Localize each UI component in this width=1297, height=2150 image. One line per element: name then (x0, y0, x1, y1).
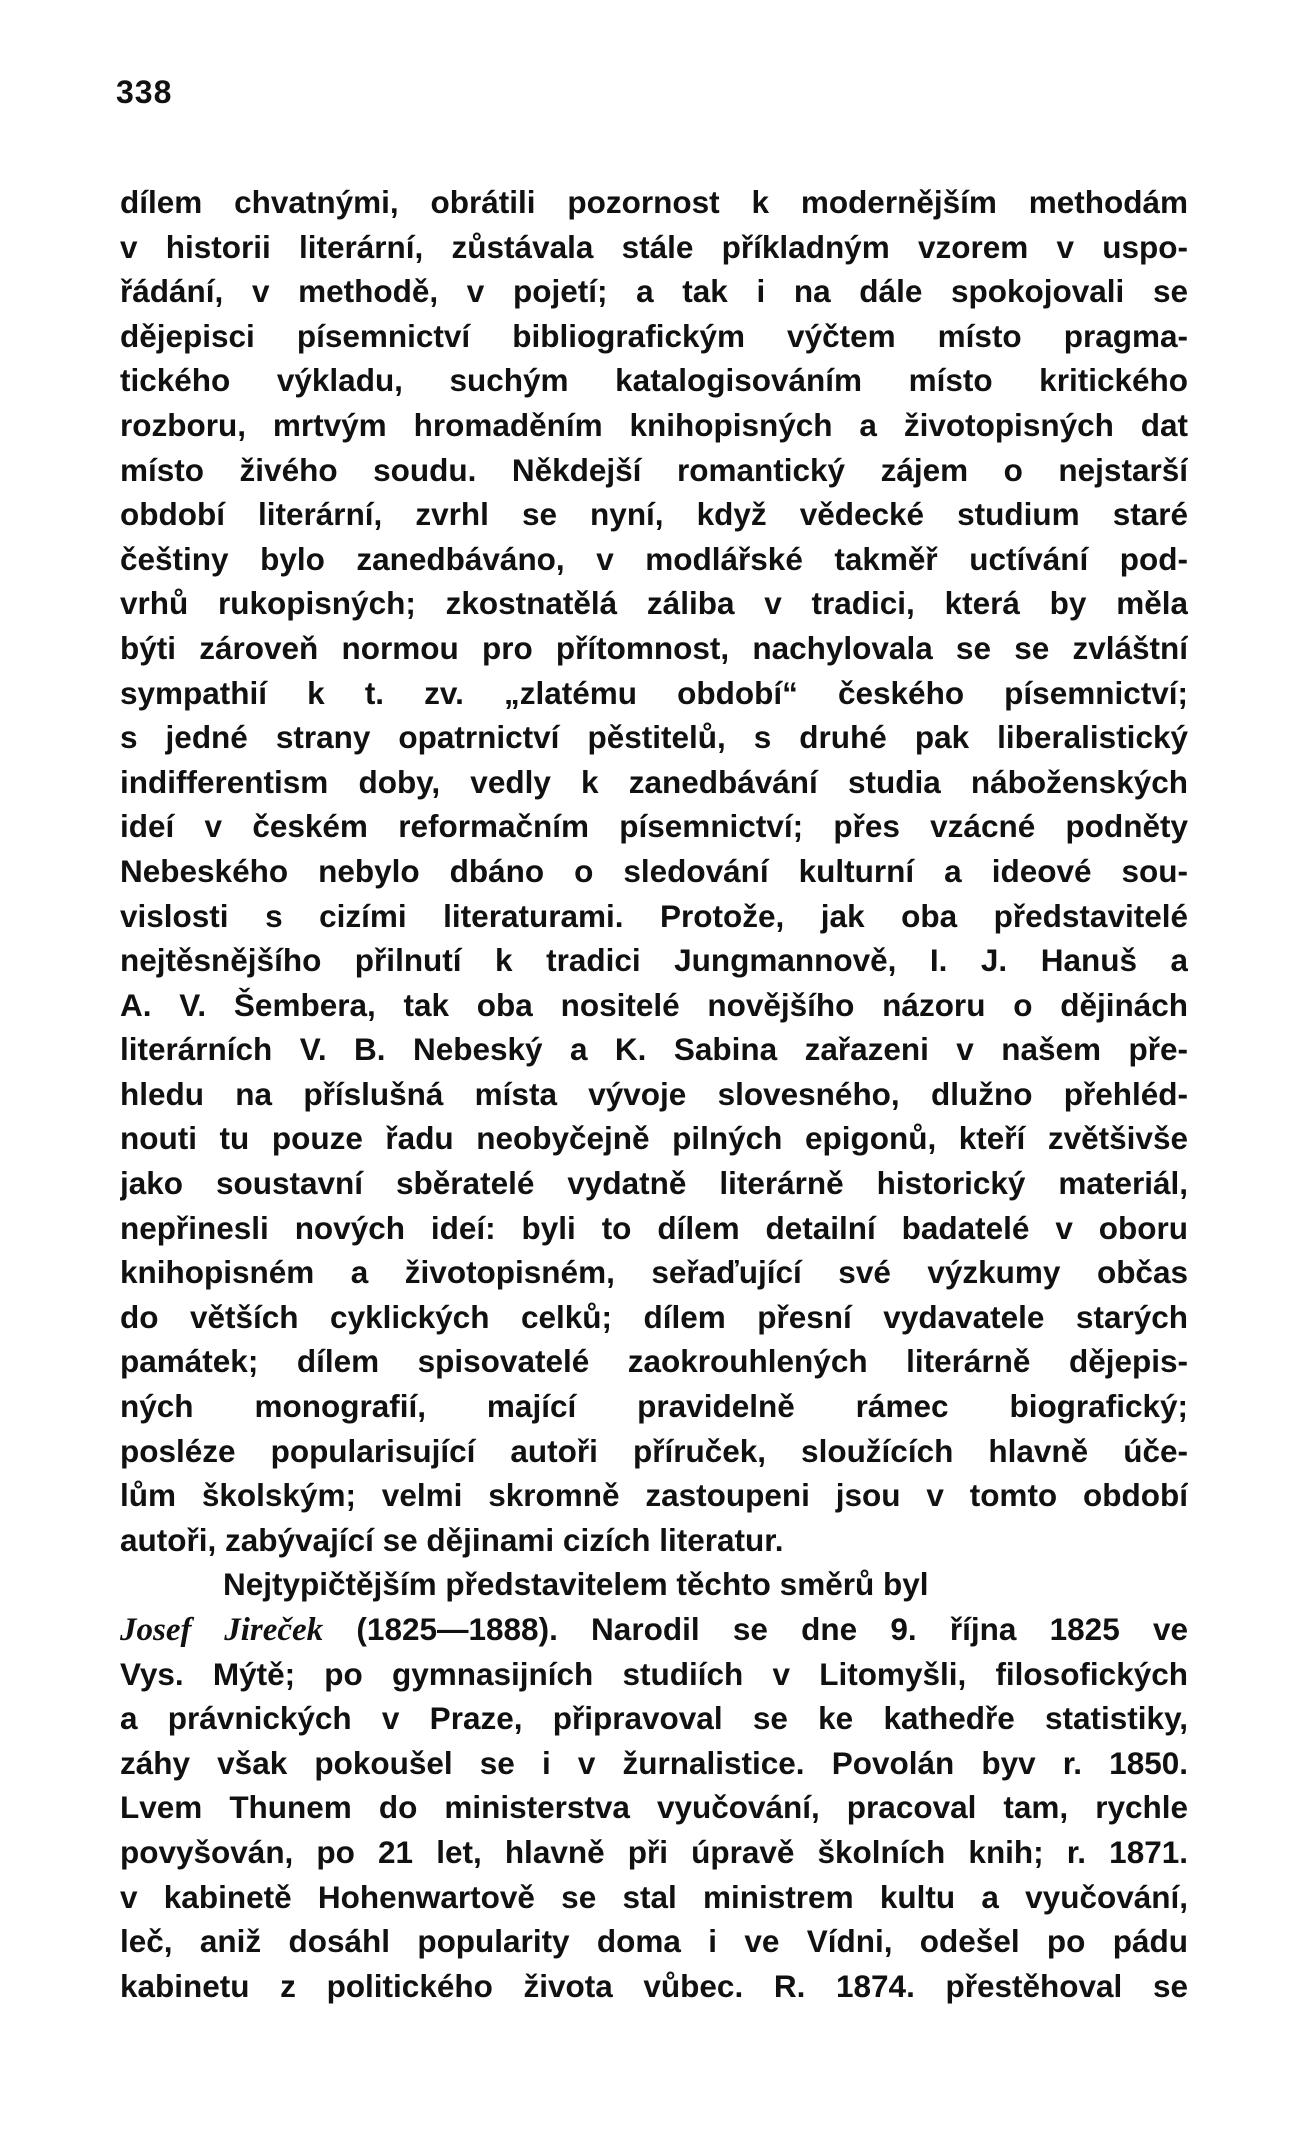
page-number: 338 (116, 74, 173, 110)
text-line: v historii literární, zůstávala stále příkladným vzorem v uspo- (120, 228, 1188, 265)
text-line: Vys. Mýtě; po gymnasijních studiích v Litomyšli, filosofických (120, 1655, 1188, 1692)
text-line: češtiny bylo zanedbáváno, v modlářské takměř uctívání pod- (120, 540, 1188, 577)
text-line: sympathií k t. zv. „zlatému období“ českého písemnictví; (120, 674, 1188, 711)
text-line: autoři, zabývající se dějinami cizích literatur. (120, 1521, 784, 1558)
text-line: indifferentism doby, vedly k zanedbávání studia náboženských (120, 763, 1188, 800)
person-name: Josef Jireček (120, 1612, 324, 1648)
text-line: býti zároveň normou pro přítomnost, nachylovala se se zvláštní (120, 629, 1188, 666)
text-line: záhy však pokoušel se i v žurnalistice. Povolán byv r. 1850. (120, 1744, 1188, 1781)
text-line: knihopisném a životopisném, seřaďující své výzkumy občas (120, 1254, 1188, 1291)
text-line: vislosti s cizími literaturami. Protože, jak oba představitelé (120, 897, 1188, 934)
text-line: a právnických v Praze, připravoval se ke kathedře statistiky, (120, 1700, 1188, 1737)
text-line: A. V. Šembera, tak oba nositelé novějšího názoru o dějinách (120, 986, 1188, 1023)
text-line: ideí v českém reformačním písemnictví; přes vzácné podněty (120, 808, 1188, 845)
text-line: v kabinetě Hohenwartově se stal ministrem kultu a vyučování, (120, 1878, 1188, 1915)
text-line: Lvem Thunem do ministerstva vyučování, pracoval tam, rychle (120, 1789, 1188, 1826)
text-line: leč, aniž dosáhl popularity doma i ve Vídni, odešel po pádu (120, 1923, 1188, 1960)
text-line: Nebeského nebylo dbáno o sledování kulturní a ideové sou- (120, 852, 1188, 889)
text-line: dílem chvatnými, obrátili pozornost k modernějším methodám (120, 184, 1188, 220)
text-line: nouti tu pouze řadu neobyčejně pilných epigonů, kteří zvětšivše (120, 1120, 1188, 1157)
text-line: nepřinesli nových ideí: byli to dílem detailní badatelé v oboru (120, 1209, 1188, 1246)
text-line: kabinetu z politického života vůbec. R. 1874. přestěhoval se (120, 1967, 1188, 2004)
text-line-with-name (120, 1607, 1188, 1652)
text-line: hledu na příslušná místa vývoje slovesného, dlužno přehléd- (120, 1075, 1188, 1112)
paragraph-first-line: Nejtypičtějším představitelem těchto směrů byl (223, 1566, 929, 1603)
text-line: nejtěsnějšího přilnutí k tradici Jungmannově, I. J. Hanuš a (120, 942, 1188, 979)
text-line: tického výkladu, suchým katalogisováním místo kritického (120, 362, 1188, 399)
text-line: rozboru, mrtvým hromaděním knihopisných a životopisných dat (120, 406, 1188, 443)
text-line: posléze popularisující autoři příruček, sloužících hlavně úče- (120, 1432, 1188, 1469)
text-line: památek; dílem spisovatelé zaokrouhlených literárně dějepis- (120, 1343, 1188, 1380)
text-line: s jedné strany opatrnictví pěstitelů, s druhé pak liberalistický (120, 719, 1188, 756)
text-line: jako soustavní sběratelé vydatně literárně historický materiál, (120, 1165, 1188, 1202)
text-line: dějepisci písemnictví bibliografickým výčtem místo pragma- (120, 317, 1188, 354)
text-line: lům školským; velmi skromně zastoupeni jsou v tomto období (120, 1477, 1188, 1514)
text-after-name: (1825—1888). Narodil se dne 9. října 1825 ve (323, 1611, 1188, 1647)
text-line: povyšován, po 21 let, hlavně při úpravě školních knih; r. 1871. (120, 1833, 1188, 1870)
text-line: místo živého soudu. Někdejší romantický zájem o nejstarší (120, 451, 1188, 488)
text-line: vrhů rukopisných; zkostnatělá záliba v tradici, která by měla (120, 585, 1188, 622)
text-line: do větších cyklických celků; dílem přesní vydavatele starých (120, 1298, 1188, 1335)
text-line: literárních V. B. Nebeský a K. Sabina zařazeni v našem pře- (120, 1031, 1188, 1068)
text-line: řádání, v methodě, v pojetí; a tak i na dále spokojovali se (120, 273, 1188, 310)
text-line: ných monografií, mající pravidelně rámec biografický; (120, 1388, 1188, 1425)
body-text (120, 180, 1188, 2008)
text-line: období literární, zvrhl se nyní, když vědecké studium staré (120, 496, 1188, 533)
